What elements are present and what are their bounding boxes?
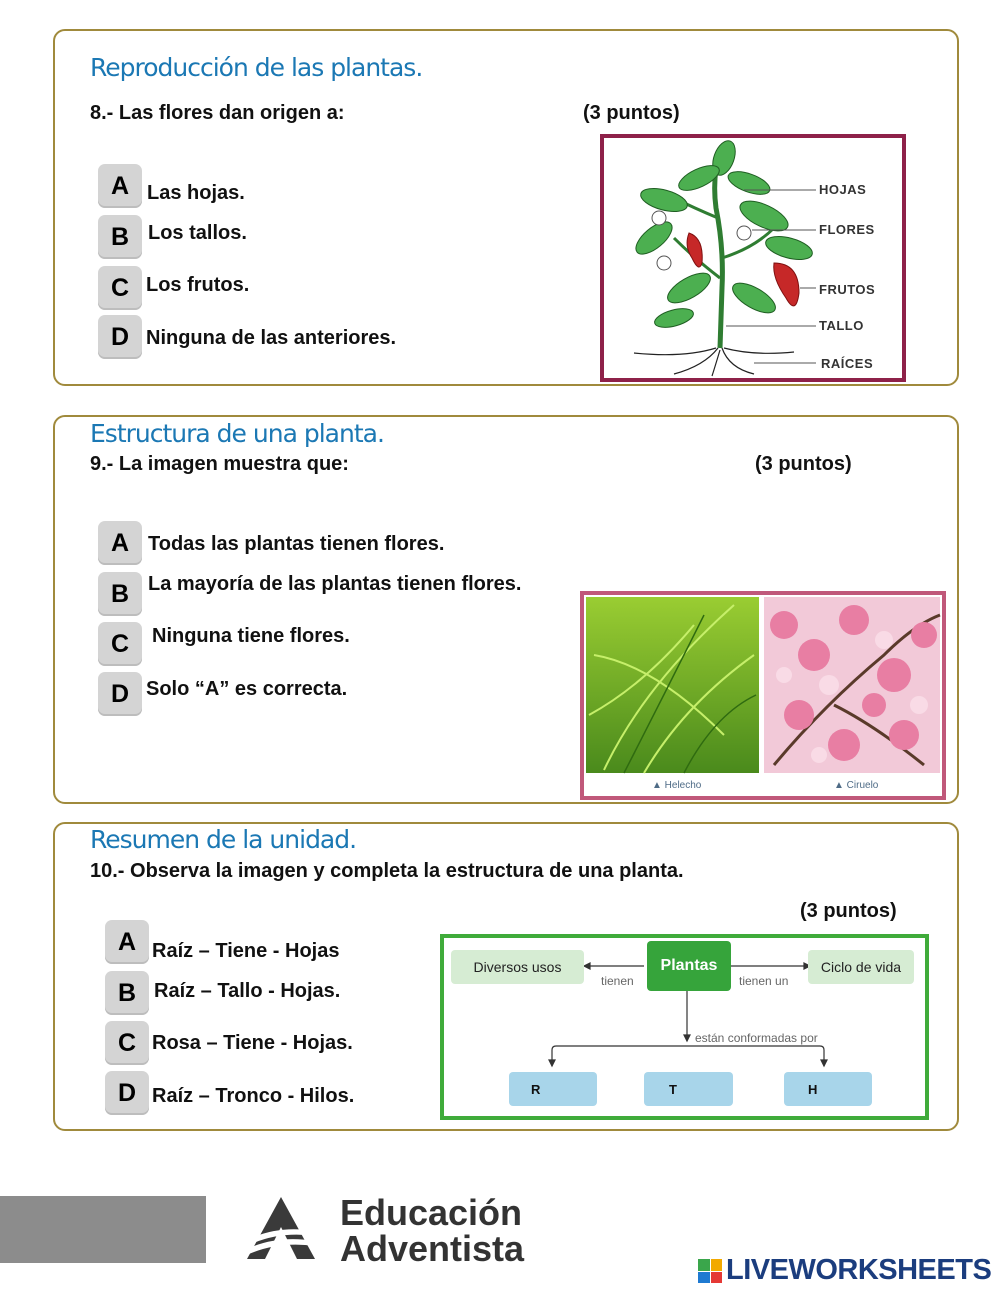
label-frutos: FRUTOS	[819, 282, 876, 297]
caption-helecho: ▲ Helecho	[652, 780, 702, 791]
option-a-button[interactable]: A	[98, 164, 142, 208]
badge-tile	[711, 1272, 723, 1284]
section-reproduccion	[53, 29, 959, 386]
option-b-button[interactable]: B	[98, 572, 142, 616]
option-a-text: Las hojas.	[147, 182, 245, 204]
question-text: 9.- La imagen muestra que:	[90, 453, 349, 475]
caption-ciruelo: ▲ Ciruelo	[834, 780, 879, 791]
blank-h-field[interactable]: H	[784, 1072, 872, 1106]
badge-tile	[698, 1272, 710, 1284]
liveworksheets-watermark: LIVEWORKSHEETS	[726, 1254, 992, 1286]
blank-t-field[interactable]: T	[644, 1072, 733, 1106]
option-d-text: Ninguna de las anteriores.	[146, 327, 397, 349]
option-a-button[interactable]: A	[98, 521, 142, 565]
brand-line-2: Adventista	[340, 1228, 525, 1269]
plant-diagram	[600, 134, 906, 382]
adventist-logo-icon	[245, 1195, 317, 1261]
section-title: Estructura de una planta.	[90, 419, 384, 448]
section-title: Resumen de la unidad.	[90, 825, 357, 854]
label-raices: RAÍCES	[821, 356, 874, 371]
question-text: 10.- Observa la imagen y completa la estructura de una planta.	[90, 860, 684, 882]
option-c-button[interactable]: C	[98, 622, 142, 666]
option-d-text: Raíz – Tronco - Hilos.	[152, 1085, 355, 1107]
liveworksheets-badge-icon	[698, 1259, 722, 1283]
option-c-text: Los frutos.	[146, 274, 250, 296]
option-b-text: Raíz – Tallo - Hojas.	[154, 980, 341, 1002]
label-tallo: TALLO	[819, 318, 864, 333]
option-c-button[interactable]: C	[105, 1021, 149, 1065]
option-a-button[interactable]: A	[105, 920, 149, 964]
badge-tile	[711, 1259, 723, 1271]
badge-tile	[698, 1259, 710, 1271]
edge-tienen: tienen	[601, 974, 634, 988]
option-a-text: Raíz – Tiene - Hojas	[152, 940, 340, 962]
points-label: (3 puntos)	[800, 900, 897, 922]
section-resumen	[53, 822, 959, 1131]
option-b-text: La mayoría de las plantas tienen flores.	[148, 573, 522, 595]
points-label: (3 puntos)	[755, 453, 852, 475]
option-c-text: Rosa – Tiene - Hojas.	[152, 1032, 353, 1054]
option-c-text: Ninguna tiene flores.	[152, 625, 350, 647]
concept-map	[440, 934, 929, 1120]
plant-illustration	[604, 138, 902, 378]
option-d-button[interactable]: D	[98, 672, 142, 716]
option-d-text: Solo “A” es correcta.	[146, 678, 348, 700]
brand-line-1: Educación	[340, 1192, 523, 1233]
points-label: (3 puntos)	[583, 102, 680, 124]
question-text: 8.- Las flores dan origen a:	[90, 102, 345, 124]
node-diversos-usos: Diversos usos	[451, 950, 584, 984]
edge-conformadas: están conformadas por	[695, 1031, 818, 1045]
section-estructura	[53, 415, 959, 804]
option-c-button[interactable]: C	[98, 266, 142, 310]
fern-and-blossom-photos	[584, 595, 942, 796]
option-b-button[interactable]: B	[98, 215, 142, 259]
label-flores: FLORES	[819, 222, 875, 237]
node-plantas: Plantas	[647, 941, 731, 991]
section-title: Reproducción de las plantas.	[90, 53, 423, 82]
option-a-text: Todas las plantas tienen flores.	[148, 533, 445, 555]
node-ciclo-de-vida: Ciclo de vida	[808, 950, 914, 984]
footer-gray-bar	[0, 1196, 206, 1263]
blank-r-field[interactable]: R	[509, 1072, 597, 1106]
edge-tienen-un: tienen un	[739, 974, 789, 988]
plants-photo-panel	[580, 591, 946, 800]
option-b-text: Los tallos.	[148, 222, 247, 244]
option-d-button[interactable]: D	[105, 1071, 149, 1115]
label-hojas: HOJAS	[819, 182, 867, 197]
option-b-button[interactable]: B	[105, 971, 149, 1015]
option-d-button[interactable]: D	[98, 315, 142, 359]
